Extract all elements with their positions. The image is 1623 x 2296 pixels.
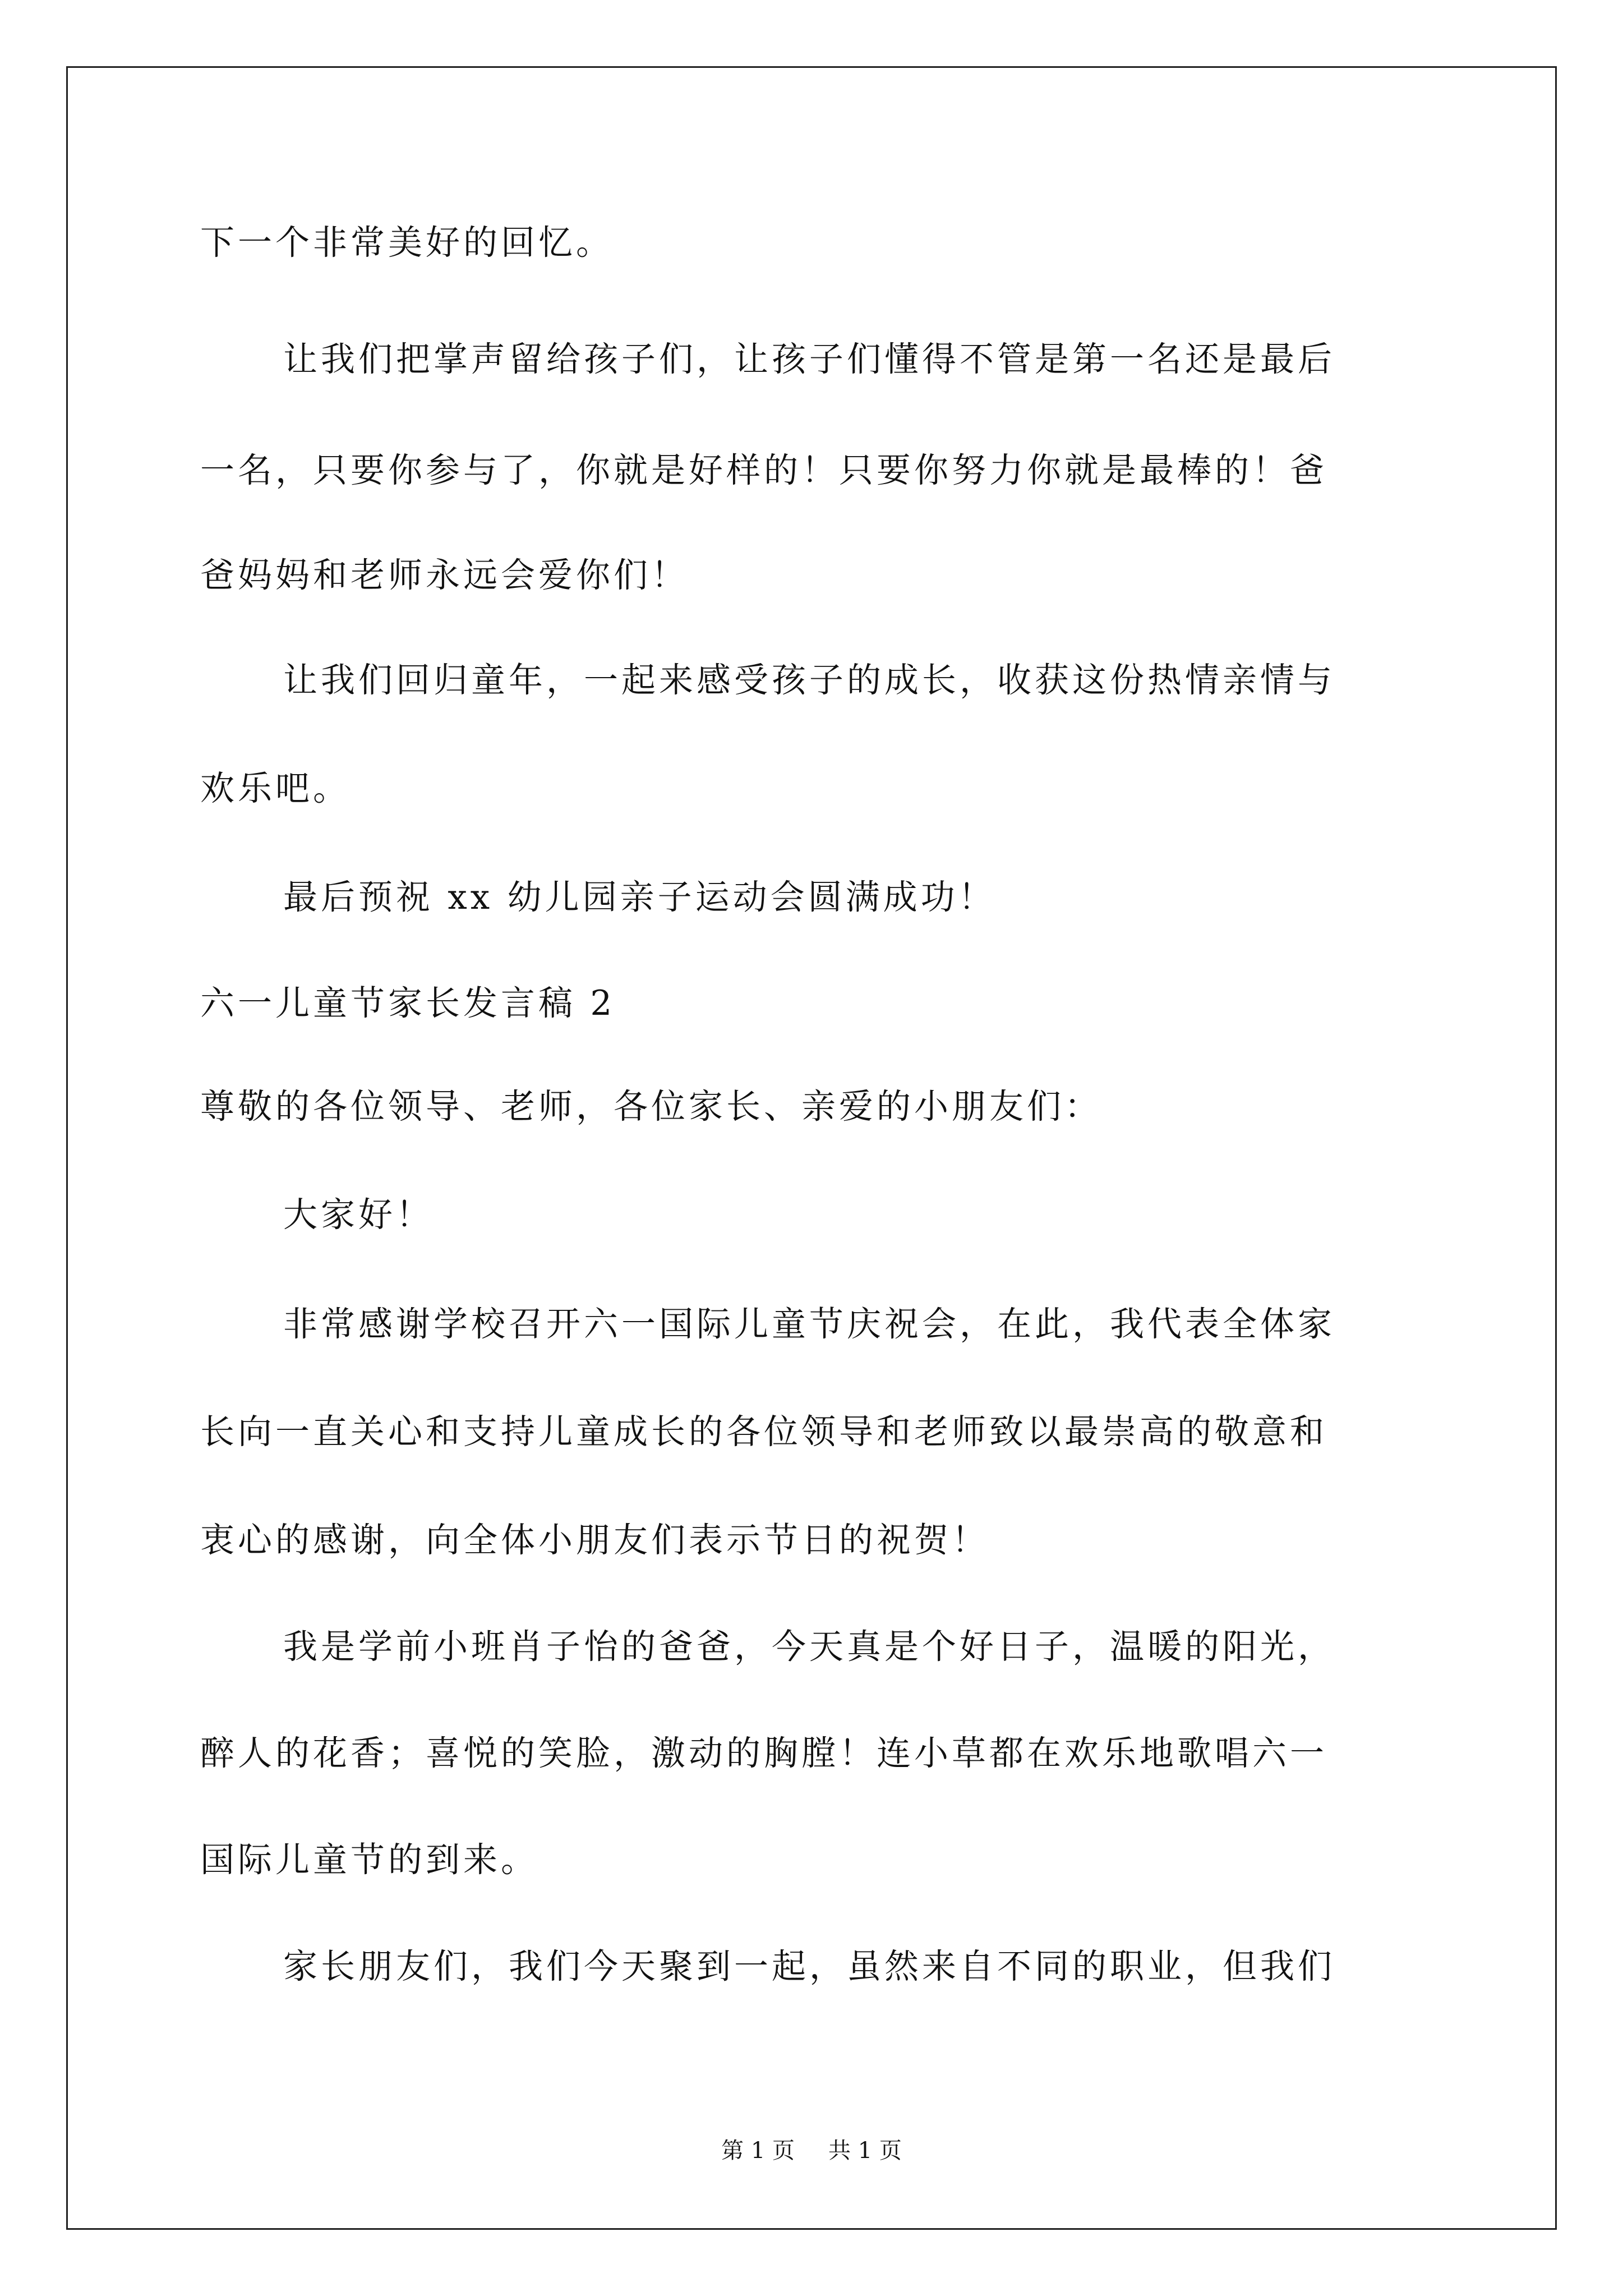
page-number: 第 1 页 [721,2138,795,2164]
text-line: 爸妈妈和老师永远会爱你们！ [200,555,689,595]
text-line: 国际儿童节的到来。 [200,1840,539,1880]
salutation: 尊敬的各位领导、老师，各位家长、亲爱的小朋友们： [200,1087,1103,1126]
text-line: 让我们回归童年，一起来感受孩子的成长，收获这份热情亲情与 [283,660,1336,700]
text-line: 非常感谢学校召开六一国际儿童节庆祝会，在此，我代表全体家 [283,1304,1336,1344]
text-line: 下一个非常美好的回忆。 [200,223,614,263]
section-heading: 六一儿童节家长发言稿 2 [200,983,616,1023]
text-line: 大家好！ [283,1195,434,1235]
text-line: 醉人的花香；喜悦的笑脸，激动的胸膛！连小草都在欢乐地歌唱六一 [200,1733,1328,1773]
page-border [66,66,1557,2230]
text-line: 我是学前小班肖子怡的爸爸，今天真是个好日子，温暖的阳光， [283,1627,1336,1667]
text-line: 家长朋友们，我们今天聚到一起，虽然来自不同的职业，但我们 [283,1947,1336,1986]
page-footer [0,2139,1623,2162]
page-total: 共 1 页 [828,2138,902,2164]
text-line: 让我们把掌声留给孩子们，让孩子们懂得不管是第一名还是最后 [283,339,1336,379]
text-line: 一名，只要你参与了，你就是好样的！只要你努力你就是最棒的！爸 [200,450,1328,490]
text-line: 衷心的感谢，向全体小朋友们表示节日的祝贺！ [200,1520,990,1560]
text-line: 最后预祝 xx 幼儿园亲子运动会圆满成功！ [283,877,996,917]
text-line: 长向一直关心和支持儿童成长的各位领导和老师致以最崇高的敬意和 [200,1412,1328,1452]
text-line: 欢乐吧。 [200,769,351,808]
